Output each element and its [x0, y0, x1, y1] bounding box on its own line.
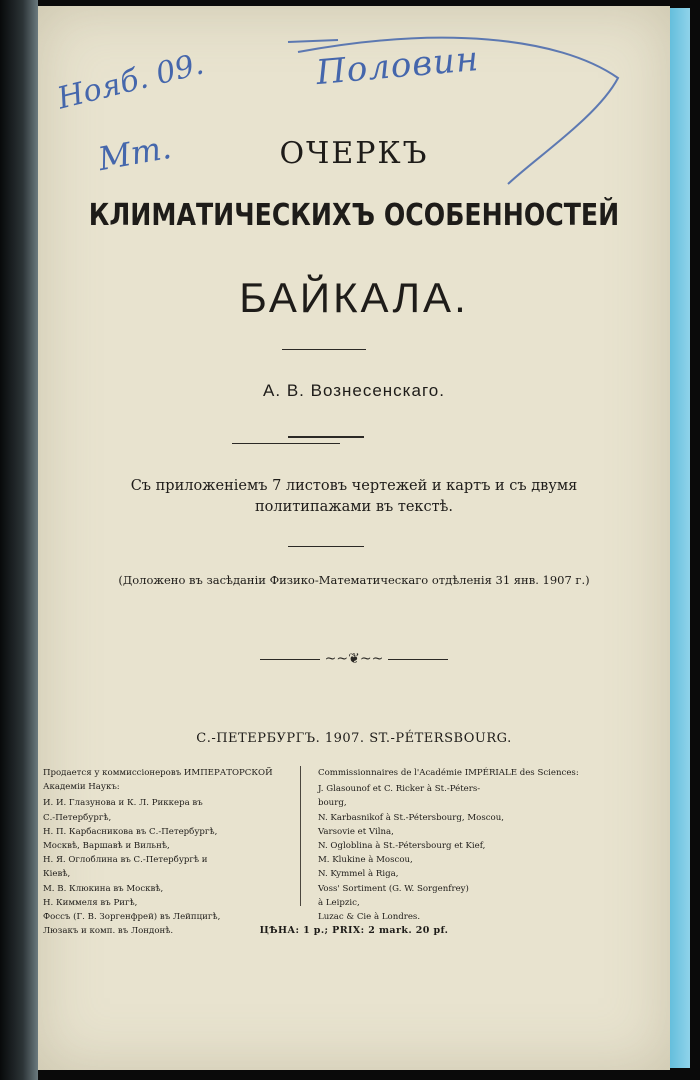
list-item: М. В. Клюкина въ Москвѣ, — [43, 883, 164, 894]
list-item: Н. П. Карбасникова въ С.-Петербургѣ, — [43, 826, 218, 837]
title-page — [38, 6, 670, 1070]
rule-under-subtitle — [288, 546, 364, 547]
handwritten-date: Нояб. 09. — [53, 46, 208, 117]
french-commissioners-heading: Commissionnaires de l'Académie IMPÉRIALE des Sciences: — [318, 768, 579, 778]
list-item: Luzac & Cie à Londres. — [318, 912, 421, 923]
list-item: Voss' Sortiment (G. W. Sorgenfrey) — [318, 883, 469, 894]
list-item: N. Kymmel à Riga, — [318, 869, 399, 880]
list-item: Н. Я. Оглоблина въ С.-Петербургѣ и — [43, 855, 208, 866]
list-item: С.-Петербургѣ, — [43, 812, 112, 823]
handwritten-signature: Половин — [314, 38, 481, 94]
ornament — [38, 651, 670, 667]
book-spine-shadow — [0, 0, 38, 1080]
list-item: Фоссъ (Г. В. Зоргенфрей) въ Лейпцигѣ, — [43, 912, 221, 923]
imprint: С.-ПЕТЕРБУРГЪ. 1907. ST.-PÉTERSBOURG. — [196, 731, 512, 746]
list-item: Люзакъ и комп. въ Лондонѣ. — [43, 926, 174, 937]
rule-under-author-2 — [232, 443, 340, 444]
presentation-note: (Доложено въ засѣданіи Физико-Математическаго отдѣленія 31 янв. 1907 г.) — [118, 573, 590, 587]
list-item: M. Klukine à Moscou, — [318, 855, 413, 866]
list-item: Кіевѣ, — [43, 869, 71, 880]
title-line-2: КЛИМАТИЧЕСКИХЪ ОСОБЕННОСТЕЙ — [88, 198, 620, 233]
rule-under-author-1 — [288, 436, 364, 438]
french-commissioners — [318, 766, 580, 924]
subtitle-line-2: политипажами въ текстѣ. — [255, 499, 453, 515]
russian-commissioners — [43, 766, 305, 938]
ornament-glyph: ~~❦~~ — [324, 651, 384, 667]
title-line-3: БАЙКАЛА. — [239, 274, 469, 321]
list-item: N. Ogloblina à St.-Pétersbourg et Kief, — [318, 841, 486, 852]
list-item: bourg, — [318, 798, 347, 809]
signature-flourish — [38, 6, 670, 206]
rule-under-title — [282, 349, 366, 350]
column-divider — [300, 766, 301, 906]
subtitle — [38, 476, 670, 518]
subtitle-line-1: Съ приложеніемъ 7 листовъ чертежей и картъ и съ двумя — [130, 478, 578, 494]
list-item: à Leipzic, — [318, 897, 360, 908]
list-item: Н. Киммеля въ Ригѣ, — [43, 897, 138, 908]
handwritten-initials: Мт. — [95, 127, 175, 179]
price: ЦѢНА: 1 р.; PRIX: 2 mark. 20 pf. — [259, 925, 449, 936]
list-item: N. Karbasnikof à St.-Pétersbourg, Moscou, — [318, 812, 504, 823]
russian-commissioners-heading: Продается у коммиссіонеровъ ИМПЕРАТОРСКОЙ Академіи Наукъ: — [43, 768, 273, 793]
list-item: J. Glasounof et C. Ricker à St.-Péters- — [318, 784, 481, 795]
title-line-1: ОЧЕРКЪ — [279, 136, 429, 171]
list-item: Varsovie et Vilna, — [318, 826, 394, 837]
list-item: И. И. Глазунова и К. Л. Риккера въ — [43, 798, 203, 809]
author: А. В. Вознесенскаго. — [263, 381, 445, 400]
list-item: Москвѣ, Варшавѣ и Вильнѣ, — [43, 841, 170, 852]
